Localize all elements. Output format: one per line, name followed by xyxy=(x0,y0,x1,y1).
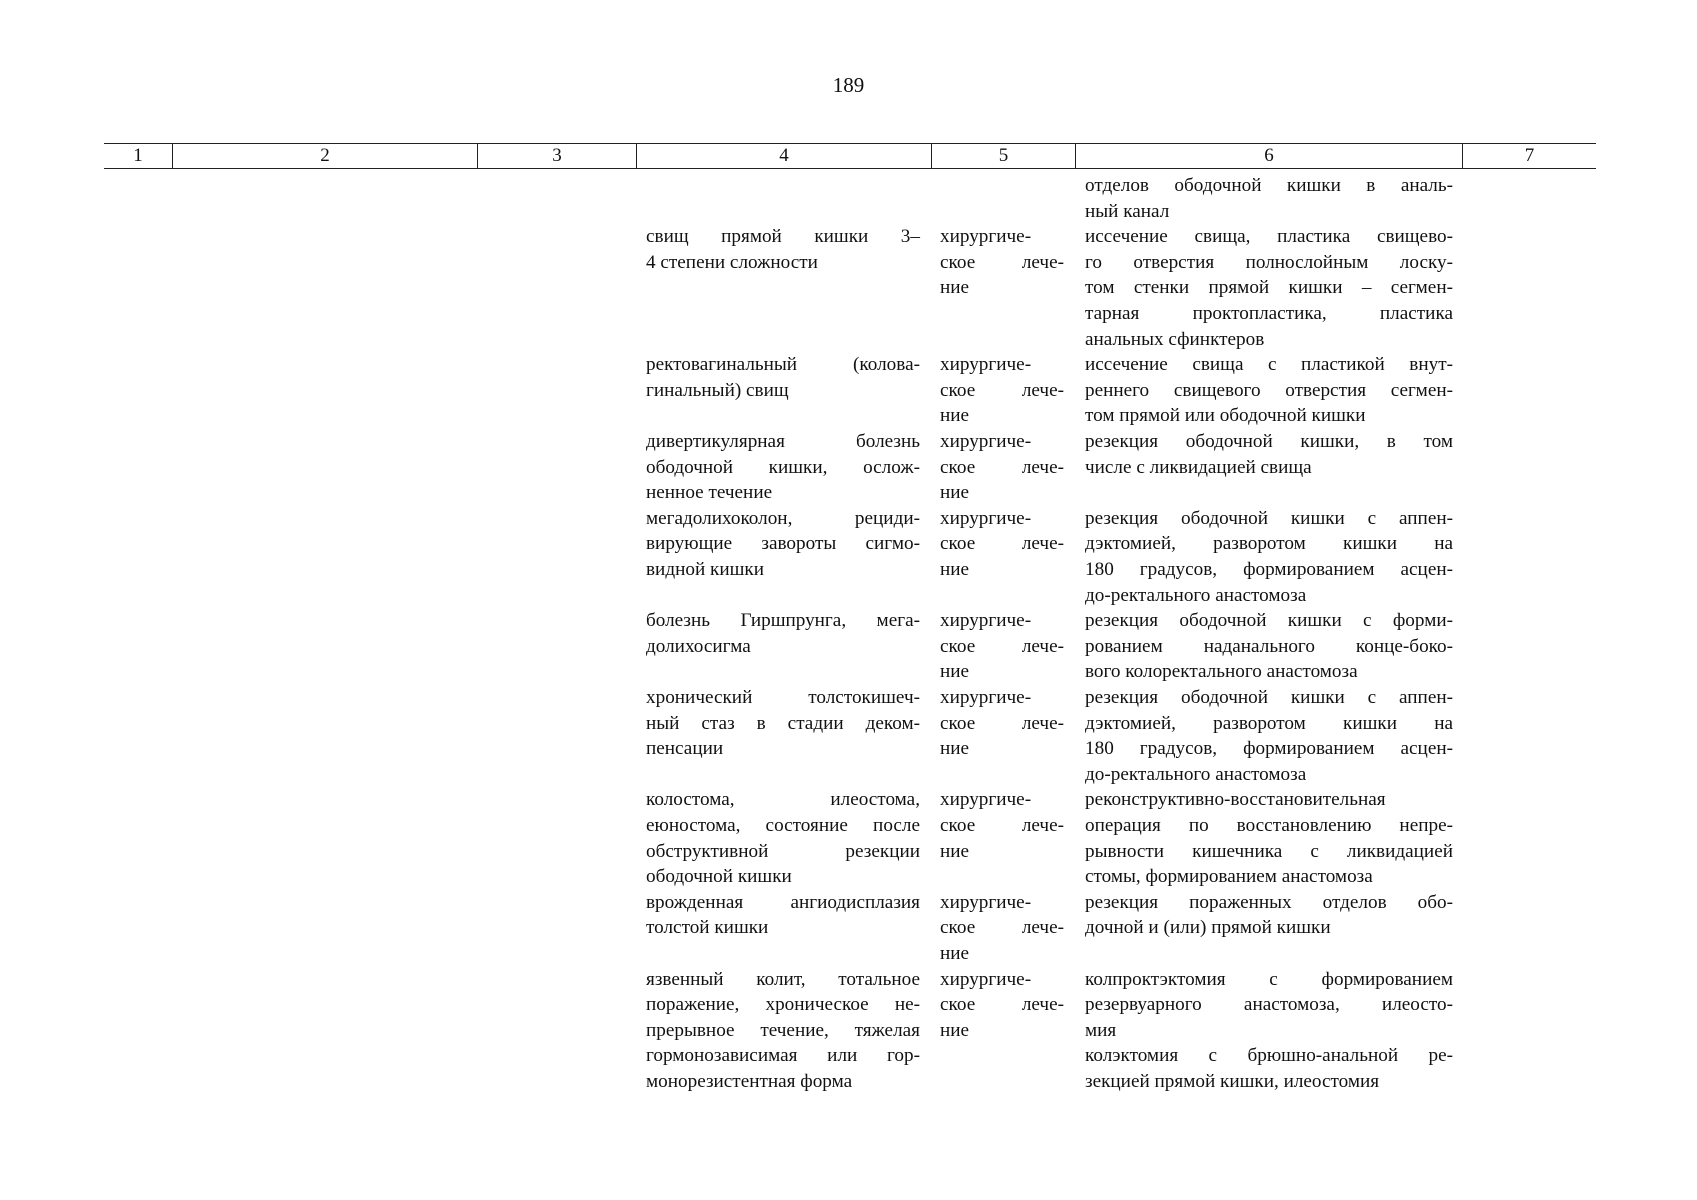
treatment-cell-line: ское лече- xyxy=(940,635,1064,657)
method-cell-line: 180 градусов, формированием асцен- xyxy=(1085,738,1453,760)
diagnosis-cell-line: ректовагинальный (колова- xyxy=(646,354,920,376)
treatment-cell-line: ние xyxy=(940,738,970,760)
treatment-cell-line: ние xyxy=(940,1019,970,1041)
treatment-cell xyxy=(940,352,1064,429)
method-cell xyxy=(1085,352,1453,429)
treatment-cell-line: хирургиче- xyxy=(940,354,1032,376)
treatment-cell-line: хирургиче- xyxy=(940,891,1032,913)
method-cell-line: анальных сфинктеров xyxy=(1085,328,1265,350)
treatment-cell-line: ское лече- xyxy=(940,814,1064,836)
method-cell-line: резекция пораженных отделов обо- xyxy=(1085,891,1453,913)
method-cell-continued-line: ный канал xyxy=(1085,200,1170,222)
method-cell-line: стомы, формированием анастомоза xyxy=(1085,866,1373,888)
diagnosis-cell xyxy=(646,429,920,506)
method-cell-line: мия xyxy=(1085,1019,1117,1041)
diagnosis-cell-line: хронический толстокишеч- xyxy=(646,687,920,708)
column-header-2: 2 xyxy=(172,144,477,168)
method-cell xyxy=(1085,224,1453,352)
treatment-cell-line: ское лече- xyxy=(940,379,1064,401)
diagnosis-cell-line: видной кишки xyxy=(646,558,764,580)
diagnosis-cell xyxy=(646,506,920,583)
method-cell-line: резекция ободочной кишки, в том xyxy=(1085,431,1453,452)
column-header-4: 4 xyxy=(636,144,931,168)
diagnosis-cell-line: вирующие завороты сигмо- xyxy=(646,533,920,555)
method-cell-line: числе с ликвидацией свища xyxy=(1085,456,1312,478)
treatment-cell-line: хирургиче- xyxy=(940,687,1032,708)
treatment-cell-line: ние xyxy=(940,840,970,862)
treatment-cell-line: ние xyxy=(940,661,970,683)
treatment-cell-line: хирургиче- xyxy=(940,226,1032,248)
diagnosis-cell xyxy=(646,685,920,762)
treatment-cell-line: ское лече- xyxy=(940,917,1064,939)
diagnosis-cell-line: 4 степени сложности xyxy=(646,251,818,273)
treatment-cell-line: ское лече- xyxy=(940,251,1064,273)
diagnosis-cell xyxy=(646,890,920,941)
method-cell-line: операция по восстановлению непре- xyxy=(1085,814,1453,836)
diagnosis-cell-line: долихосигма xyxy=(646,635,751,657)
diagnosis-cell-line: ободочной кишки xyxy=(646,866,792,888)
method-cell-line: иссечение свища, пластика свищево- xyxy=(1085,226,1453,248)
method-cell-line: тарная проктопластика, пластика xyxy=(1085,302,1453,324)
method-cell-line: 180 градусов, формированием асцен- xyxy=(1085,558,1453,580)
column-header-1: 1 xyxy=(133,145,143,166)
method-cell-line: резекция ободочной кишки с форми- xyxy=(1085,610,1453,632)
diagnosis-cell-line: пенсации xyxy=(646,738,724,760)
method-cell xyxy=(1085,967,1453,1095)
treatment-cell xyxy=(940,224,1064,301)
treatment-cell-line: хирургиче- xyxy=(940,610,1032,632)
diagnosis-cell xyxy=(646,608,920,659)
column-header-5: 5 xyxy=(931,144,1075,168)
method-cell xyxy=(1085,429,1453,480)
diagnosis-cell-line: мегадолихоколон, рециди- xyxy=(646,507,920,529)
treatment-cell-line: ние xyxy=(940,482,970,504)
diagnosis-cell xyxy=(646,787,920,889)
method-cell-continued-line: отделов ободочной кишки в аналь- xyxy=(1085,175,1453,196)
method-cell xyxy=(1085,608,1453,685)
column-header-7: 7 xyxy=(1462,144,1596,168)
diagnosis-cell-line: монорезистентная форма xyxy=(646,1070,853,1092)
diagnosis-cell-line: ободочной кишки, ослож- xyxy=(646,456,920,478)
diagnosis-cell-line: обструктивной резекции xyxy=(646,840,920,862)
method-cell-line: го отверстия полнослойным лоску- xyxy=(1085,251,1453,273)
method-cell xyxy=(1085,685,1453,787)
treatment-cell-line: ское лече- xyxy=(940,712,1064,734)
method-cell-line: дэктомией, разворотом кишки на xyxy=(1085,533,1453,555)
method-cell-line: зекцией прямой кишки, илеостомия xyxy=(1085,1070,1380,1092)
diagnosis-cell-line: язвенный колит, тотальное xyxy=(646,968,920,990)
method-cell-line: колпроктэктомия с формированием xyxy=(1085,968,1453,990)
method-cell-line: до-ректального анастомоза xyxy=(1085,584,1307,606)
treatment-cell xyxy=(940,506,1064,583)
table-header xyxy=(104,143,1596,169)
treatment-cell xyxy=(940,608,1064,685)
method-cell xyxy=(1085,506,1453,608)
method-cell-continued xyxy=(1085,173,1453,224)
treatment-cell-line: хирургиче- xyxy=(940,507,1032,529)
diagnosis-cell xyxy=(646,224,920,275)
method-cell-line: рывности кишечника с ликвидацией xyxy=(1085,840,1453,862)
method-cell-line: том стенки прямой кишки – сегмен- xyxy=(1085,277,1453,299)
method-cell-line: вого колоректального анастомоза xyxy=(1085,661,1358,683)
diagnosis-cell-line: свищ прямой кишки 3– xyxy=(646,226,920,248)
method-cell-line: колэктомия с брюшно-анальной ре- xyxy=(1085,1045,1453,1067)
method-cell-line: реннего свищевого отверстия сегмен- xyxy=(1085,379,1453,401)
diagnosis-cell-line: ненное течение xyxy=(646,482,773,504)
method-cell-line: дочной и (или) прямой кишки xyxy=(1085,917,1331,939)
method-cell-line: до-ректального анастомоза xyxy=(1085,763,1307,785)
treatment-cell-line: ние xyxy=(940,558,970,580)
method-cell-line: рованием наданального конце-боко- xyxy=(1085,635,1453,657)
method-cell-line: реконструктивно-восстановительная xyxy=(1085,789,1386,811)
page-number: 189 xyxy=(832,73,865,97)
treatment-cell-line: ние xyxy=(940,942,970,964)
diagnosis-cell-line: гинальный) свищ xyxy=(646,379,789,401)
method-cell-line: том прямой или ободочной кишки xyxy=(1085,405,1366,427)
diagnosis-cell-line: врожденная ангиодисплазия xyxy=(646,891,920,913)
treatment-cell-line: хирургиче- xyxy=(940,789,1032,811)
diagnosis-cell-line: дивертикулярная болезнь xyxy=(646,431,920,452)
method-cell-line: дэктомией, разворотом кишки на xyxy=(1085,712,1453,734)
column-header-3: 3 xyxy=(477,144,636,168)
diagnosis-cell xyxy=(646,352,920,403)
diagnosis-cell-line: гормонозависимая или гор- xyxy=(646,1045,920,1067)
method-cell xyxy=(1085,787,1453,889)
diagnosis-cell-line: еюностома, состояние после xyxy=(646,814,920,836)
treatment-cell xyxy=(940,429,1064,506)
treatment-cell-line: хирургиче- xyxy=(940,968,1032,990)
treatment-cell xyxy=(940,890,1064,967)
treatment-cell-line: ние xyxy=(940,277,970,299)
method-cell-line: резекция ободочной кишки с аппен- xyxy=(1085,687,1453,708)
method-cell xyxy=(1085,890,1453,941)
diagnosis-cell-line: прерывное течение, тяжелая xyxy=(646,1019,920,1041)
diagnosis-cell-line: толстой кишки xyxy=(646,917,769,939)
treatment-cell-line: ское лече- xyxy=(940,994,1064,1016)
method-cell-line: резекция ободочной кишки с аппен- xyxy=(1085,507,1453,529)
diagnosis-cell-line: болезнь Гиршпрунга, мега- xyxy=(646,610,920,632)
treatment-cell xyxy=(940,787,1064,864)
method-cell-line: иссечение свища с пластикой внут- xyxy=(1085,354,1453,376)
diagnosis-cell-line: поражение, хроническое не- xyxy=(646,994,920,1016)
method-cell-line: резервуарного анастомоза, илеосто- xyxy=(1085,994,1453,1016)
treatment-cell xyxy=(940,967,1064,1044)
diagnosis-cell-line: колостома, илеостома, xyxy=(646,789,920,811)
diagnosis-cell-line: ный стаз в стадии деком- xyxy=(646,712,920,734)
treatment-cell-line: ние xyxy=(940,405,970,427)
treatment-cell-line: ское лече- xyxy=(940,533,1064,555)
treatment-cell-line: ское лече- xyxy=(940,456,1064,478)
treatment-cell xyxy=(940,685,1064,762)
column-header-6: 6 xyxy=(1075,144,1462,168)
diagnosis-cell xyxy=(646,967,920,1095)
treatment-cell-line: хирургиче- xyxy=(940,431,1032,452)
